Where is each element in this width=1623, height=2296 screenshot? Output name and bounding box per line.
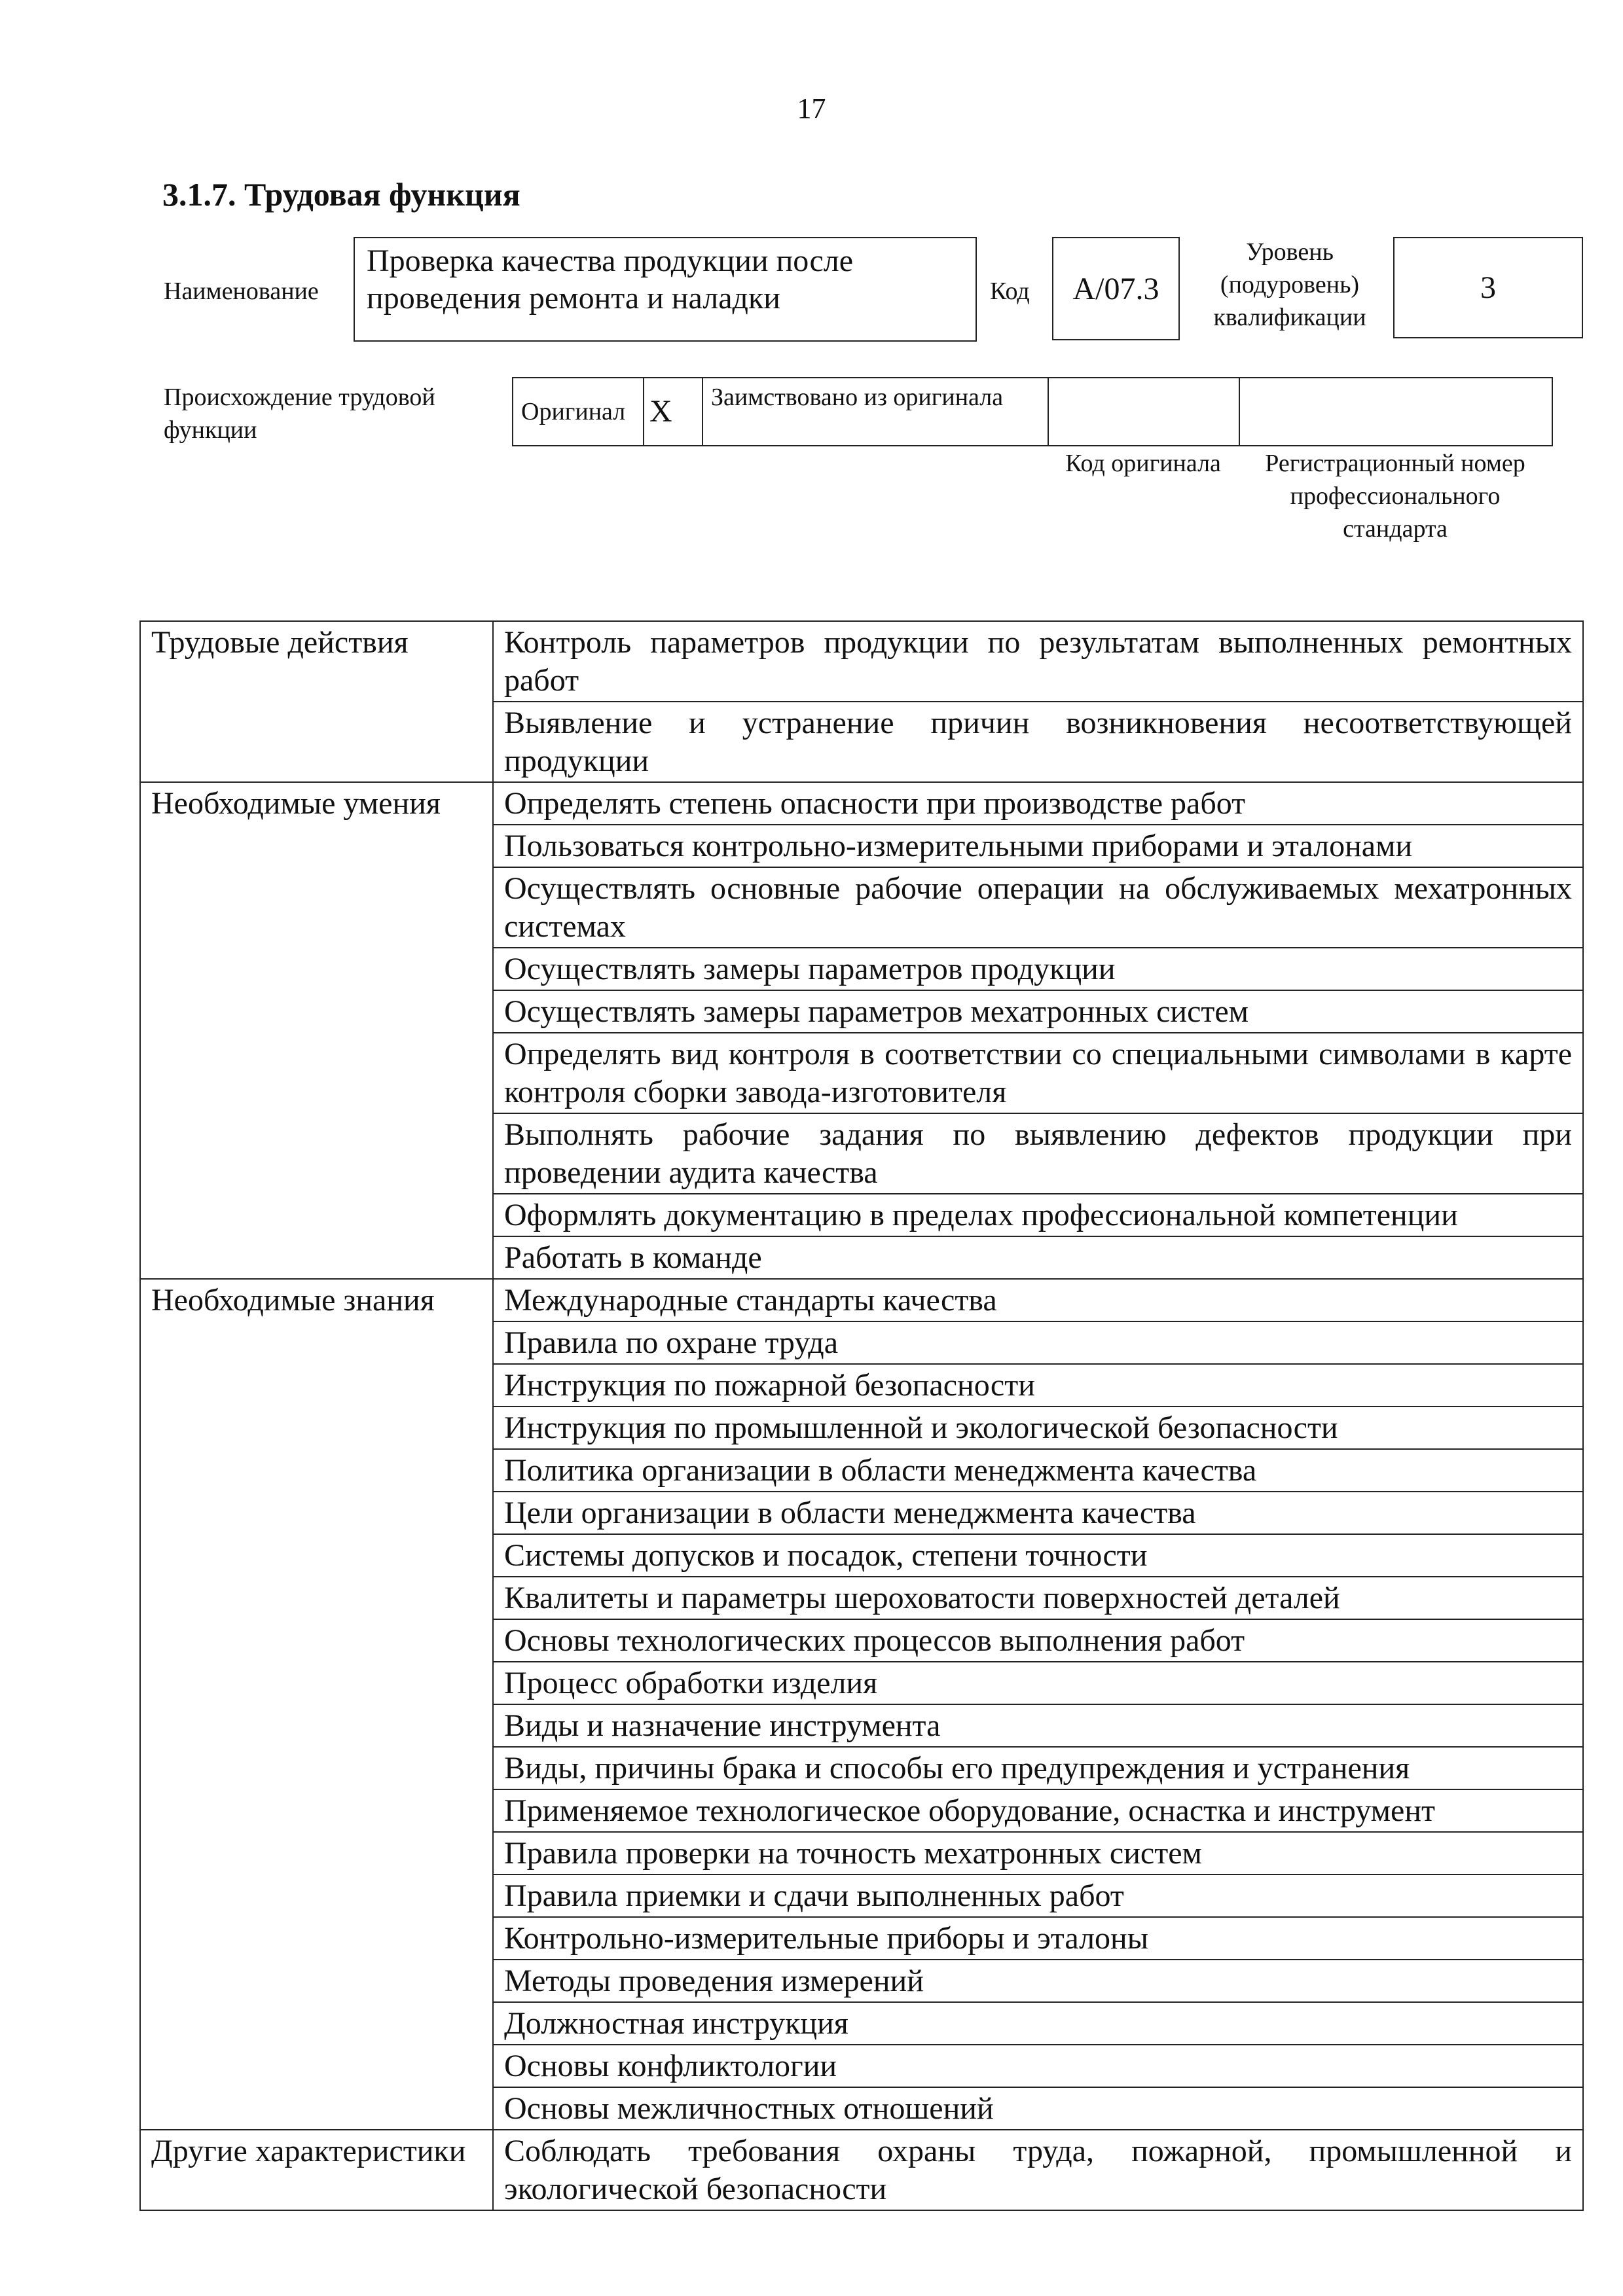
level-value: 3 xyxy=(1393,237,1583,338)
required-knowledge-item: Квалитеты и параметры шероховатости поверхностей деталей xyxy=(493,1577,1583,1619)
required-skills-item: Пользоваться контрольно-измерительными приборами и эталонами xyxy=(493,825,1583,867)
other-characteristics-label: Другие характеристики xyxy=(140,2130,493,2210)
code-value: A/07.3 xyxy=(1052,237,1180,340)
required-skills-row xyxy=(140,782,1583,825)
labor-actions-row xyxy=(140,621,1583,702)
code-caption: Код оригинала xyxy=(1065,450,1221,477)
required-knowledge-label: Необходимые знания xyxy=(140,1279,493,2130)
required-knowledge-item: Политика организации в области менеджмента качества xyxy=(493,1449,1583,1492)
page-number: 17 xyxy=(797,92,826,124)
required-knowledge-item: Методы проведения измерений xyxy=(493,1960,1583,2002)
required-knowledge-item: Основы конфликтологии xyxy=(493,2045,1583,2087)
required-skills-item: Определять вид контроля в соответствии со специальными символами в карте контроля сборки завода-изготовителя xyxy=(493,1033,1583,1113)
origin-borrowed: Заимствовано из оригинала xyxy=(702,378,1048,446)
name-label: Наименование xyxy=(164,278,319,305)
required-knowledge-item: Системы допусков и посадок, степени точности xyxy=(493,1534,1583,1577)
required-knowledge-item: Основы межличностных отношений xyxy=(493,2087,1583,2130)
other-characteristics-item: Соблюдать требования охраны труда, пожарной, промышленной и экологической безопасности xyxy=(493,2130,1583,2210)
required-knowledge-item: Должностная инструкция xyxy=(493,2002,1583,2045)
required-knowledge-item: Правила проверки на точность мехатронных систем xyxy=(493,1832,1583,1874)
other-characteristics-row xyxy=(140,2130,1583,2210)
required-knowledge-item: Применяемое технологическое оборудование, оснастка и инструмент xyxy=(493,1789,1583,1832)
required-knowledge-item: Инструкция по пожарной безопасности xyxy=(493,1364,1583,1407)
origin-original: Оригинал xyxy=(513,378,644,446)
labor-actions-item: Контроль параметров продукции по результатам выполненных ремонтных работ xyxy=(493,621,1583,702)
required-skills-item: Осуществлять замеры параметров мехатронных систем xyxy=(493,990,1583,1033)
required-skills-item: Осуществлять замеры параметров продукции xyxy=(493,948,1583,990)
labor-actions-label: Трудовые действия xyxy=(140,621,493,782)
required-knowledge-item: Виды и назначение инструмента xyxy=(493,1704,1583,1747)
required-skills-label: Необходимые умения xyxy=(140,782,493,1279)
code-label: Код xyxy=(990,278,1030,305)
function-table xyxy=(139,620,1584,2211)
required-knowledge-item: Правила приемки и сдачи выполненных работ xyxy=(493,1874,1583,1917)
origin-code-cell xyxy=(1048,378,1239,446)
name-value: Проверка качества продукции после проведения ремонта и наладки xyxy=(354,237,977,342)
required-skills-item: Работать в команде xyxy=(493,1236,1583,1279)
required-knowledge-item: Инструкция по промышленной и экологической безопасности xyxy=(493,1407,1583,1449)
required-skills-item: Определять степень опасности при производстве работ xyxy=(493,782,1583,825)
required-knowledge-item: Контрольно-измерительные приборы и эталоны xyxy=(493,1917,1583,1960)
required-knowledge-item: Цели организации в области менеджмента качества xyxy=(493,1492,1583,1534)
required-knowledge-item: Международные стандарты качества xyxy=(493,1279,1583,1321)
origin-original-mark: X xyxy=(644,378,702,446)
required-knowledge-row xyxy=(140,1279,1583,1321)
section-title: 3.1.7. Трудовая функция xyxy=(162,176,520,213)
reg-caption: Регистрационный номер профессионального стандарта xyxy=(1265,450,1525,543)
origin-reg-cell xyxy=(1239,378,1552,446)
required-skills-item: Осуществлять основные рабочие операции на обслуживаемых мехатронных системах xyxy=(493,867,1583,948)
origin-table xyxy=(512,377,1553,446)
origin-label: Происхождение трудовой функции xyxy=(164,384,435,444)
required-knowledge-item: Основы технологических процессов выполнения работ xyxy=(493,1619,1583,1662)
required-knowledge-item: Виды, причины брака и способы его предупреждения и устранения xyxy=(493,1747,1583,1789)
required-knowledge-item: Процесс обработки изделия xyxy=(493,1662,1583,1704)
level-label: Уровень (подуровень) квалификации xyxy=(1213,238,1366,331)
required-skills-item: Выполнять рабочие задания по выявлению дефектов продукции при проведении аудита качества xyxy=(493,1113,1583,1194)
required-knowledge-item: Правила по охране труда xyxy=(493,1321,1583,1364)
required-skills-item: Оформлять документацию в пределах профессиональной компетенции xyxy=(493,1194,1583,1236)
labor-actions-item: Выявление и устранение причин возникновения несоответствующей продукции xyxy=(493,702,1583,782)
